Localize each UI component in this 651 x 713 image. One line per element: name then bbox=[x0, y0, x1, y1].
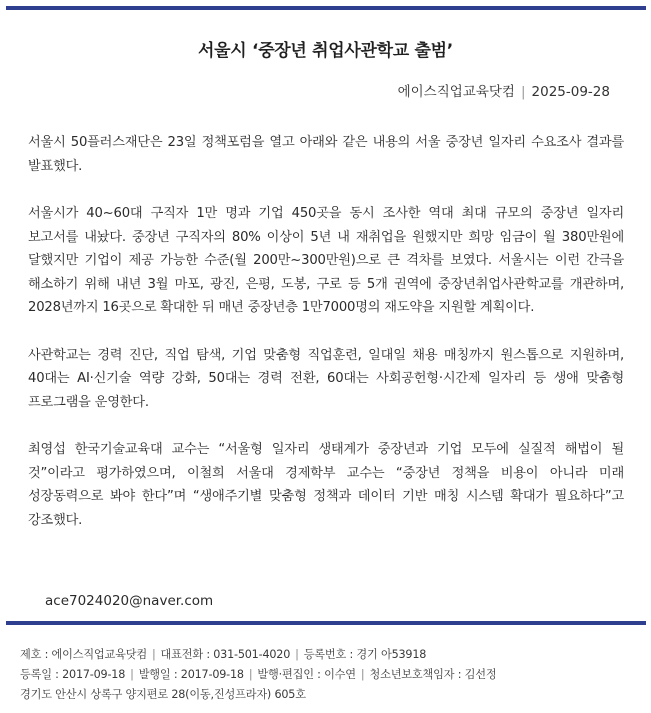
footer-separator: | bbox=[295, 648, 299, 661]
bottom-divider bbox=[6, 621, 646, 625]
article-paragraph: 서울시 50플러스재단은 23일 정책포럼을 열고 아래와 같은 내용의 서울 중장년 일자리 수요조사 결과를 발표했다. bbox=[28, 135, 624, 174]
byline-publisher: 에이스직업교육닷컴 bbox=[397, 84, 515, 100]
footer-separator: | bbox=[130, 668, 134, 681]
article-paragraph: 최영섭 한국기술교육대 교수는 “서울형 일자리 생태계가 중장년과 기업 모두에 실질적 해법이 될 것”이라고 평가하였으며, 이철희 서울대 경제학부 교수는 “중장년 정책을 비용이 아니라 미래 성장동력으로 봐야 한다”며 “생애주기별 맞춤형 정책과 데이터 기반 매칭 시스템 확대가 필요하다”고 강조했다. bbox=[28, 442, 624, 528]
article-byline bbox=[398, 80, 610, 100]
footer-issued-date: 발행일 : 2017-09-18 bbox=[138, 668, 244, 681]
byline-date: 2025-09-28 bbox=[531, 84, 610, 100]
byline-separator: | bbox=[520, 84, 526, 100]
article-paragraph: 사관학교는 경력 진단, 직업 탐색, 기업 맞춤형 직업훈련, 일대일 채용 매칭까지 원스톱으로 지원하며, 40대는 AI·신기술 역량 강화, 50대는 경력 전환, 60대는 사회공헌형·시간제 일자리 등 생애 맞춤형 프로그램을 운영한다. bbox=[28, 347, 624, 410]
footer-publisher: 제호 : 에이스직업교육닷컴 bbox=[20, 648, 147, 661]
footer-separator: | bbox=[248, 668, 253, 681]
article-body bbox=[28, 131, 624, 556]
footer-line-2 bbox=[20, 665, 640, 685]
footer-line-1 bbox=[20, 645, 640, 665]
footer-phone: 대표전화 : 031-501-4020 bbox=[160, 648, 291, 661]
footer-registration: 등록번호 : 경기 아53918 bbox=[303, 648, 427, 661]
reporter-email[interactable]: ace7024020@naver.com bbox=[45, 593, 214, 609]
article-headline: 서울시 ‘중장년 취업사관학교 출범’ bbox=[198, 41, 453, 61]
article-paragraph: 서울시가 40~60대 구직자 1만 명과 기업 450곳을 동시 조사한 역대 최대 규모의 중장년 일자리 보고서를 내놨다. 중장년 구직자의 80% 이상이 5년 내 재취업을 원했지만 희망 임금이 월 380만원에 달했지만 기업이 제공 가능한 수준(월 200만~300만원)으로 큰 격차를 보였다. 서울시는 이런 간극을 해소하기 위해 내년 3월 마포, 광진, 은평, 도봉, 구로 등 5개 권역에 중장년취업사관학교를 개관하며, 2028년까지 16곳으로 확대한 뒤 매년 중장년층 1만7000명의 재도약을 지원할 계획이다. bbox=[28, 206, 624, 315]
site-footer bbox=[20, 645, 640, 705]
footer-youth-officer: 청소년보호책임자 : 김선정 bbox=[369, 668, 497, 681]
footer-address: 경기도 안산시 상록구 양지편로 28(이동,진성프라자) 605호 bbox=[20, 688, 306, 701]
footer-separator: | bbox=[360, 668, 365, 681]
footer-editor: 발행·편집인 : 이수연 bbox=[257, 668, 356, 681]
footer-line-3 bbox=[20, 685, 640, 705]
top-divider bbox=[6, 6, 646, 10]
footer-separator: | bbox=[151, 648, 156, 661]
footer-registered-date: 등록일 : 2017-09-18 bbox=[20, 668, 126, 681]
